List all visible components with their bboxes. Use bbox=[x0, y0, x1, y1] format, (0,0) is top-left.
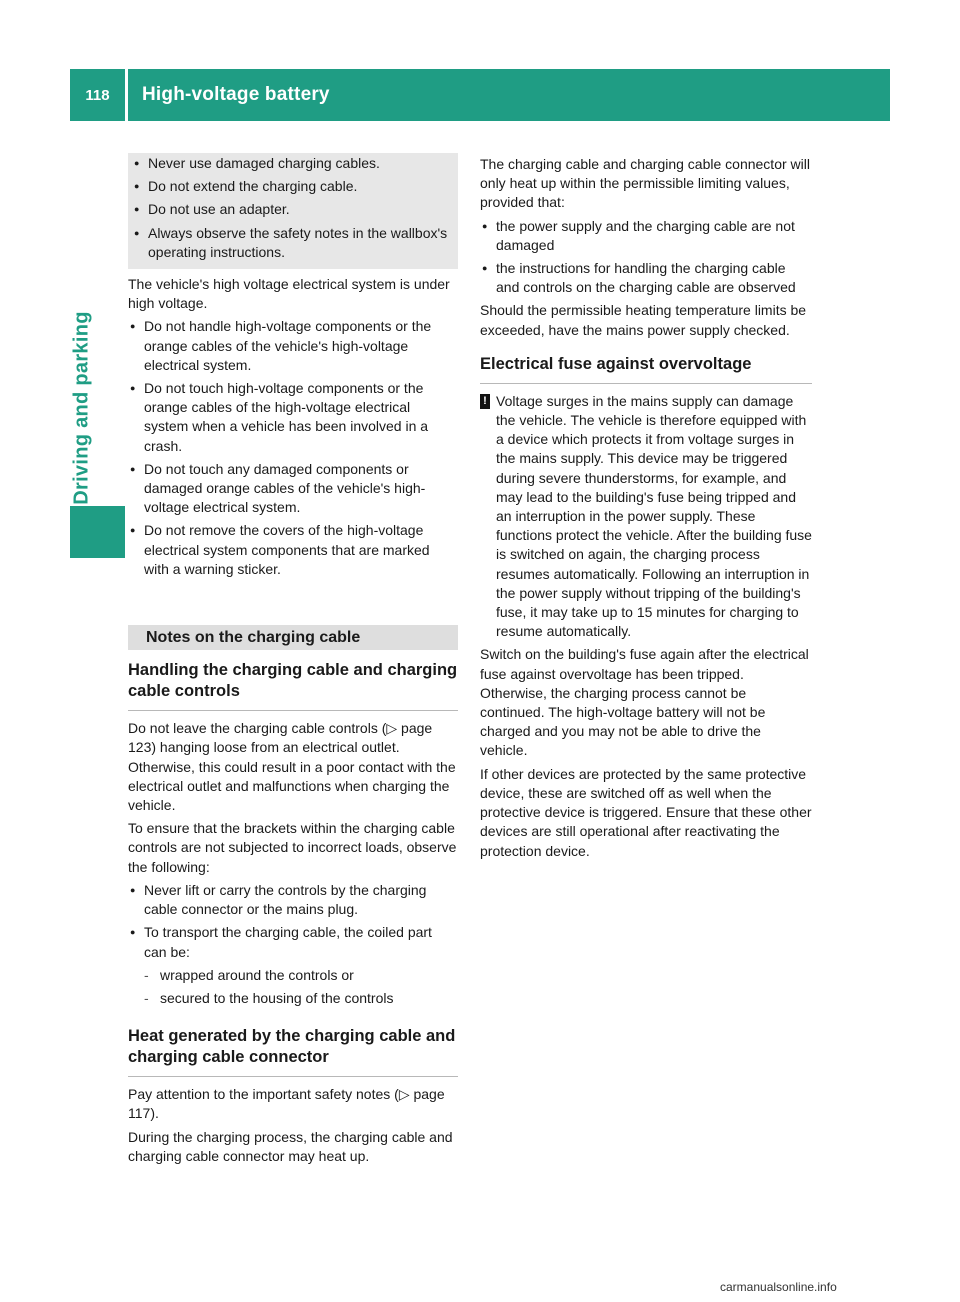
list-item: ● Do not use an adapter. bbox=[132, 200, 450, 219]
paragraph: Should the permissible heating temperature limits be exceeded, have the mains power supply checked. bbox=[480, 302, 807, 338]
page-title: High-voltage battery bbox=[128, 69, 890, 121]
side-tab-block bbox=[70, 506, 125, 558]
list-item: ● Never lift or carry the controls by the charging cable connector or the mains plug. bbox=[128, 881, 458, 919]
paragraph: If other devices are protected by the same protective device, these are switched off as well when the protective device is triggered. Ensure that these other devices are still operational after reactivating the protection device. bbox=[480, 765, 812, 859]
paragraph: The vehicle's high voltage electrical system is under high voltage. bbox=[128, 276, 450, 312]
list-item: ● the instructions for handling the charging cable and controls on the charging cable are observed bbox=[480, 259, 812, 297]
list-item: ● Never use damaged charging cables. bbox=[132, 154, 450, 173]
paragraph: The charging cable and charging cable connector will only heat up within the permissible limiting values, provided that: bbox=[480, 156, 810, 211]
section-heading: Electrical fuse against overvoltage bbox=[480, 354, 812, 384]
warning-icon: ! bbox=[480, 394, 490, 409]
sub-list-item: - secured to the housing of the controls bbox=[128, 989, 458, 1008]
left-column bbox=[128, 155, 458, 1170]
list-item: ● the power supply and the charging cable are not damaged bbox=[480, 217, 812, 255]
list-item: ● Do not touch high-voltage components or the orange cables of the high-voltage electrical system when a vehicle has been involved in a crash. bbox=[128, 379, 458, 456]
warning-text: Voltage surges in the mains supply can damage the vehicle. The vehicle is therefore equipped with a device which protects it from voltage surges in the mains supply. This device may be triggered during severe thunderstorms, for example, and may lead to the building's fuse being tripped and an interruption in the power supply. These functions protect the vehicle. After the building fuse is switched on again, the charging process resumes automatically. Following an interruption in the power supply without tripping of the building's fuse, it may take up to 15 minutes for charging to resume automatically. bbox=[496, 392, 812, 640]
list-item: ● Always observe the safety notes in the wallbox's operating instructions. bbox=[132, 224, 450, 262]
list-item: ● Do not extend the charging cable. bbox=[132, 177, 450, 196]
page-number: 118 bbox=[70, 69, 125, 121]
paragraph: During the charging process, the charging cable and charging cable connector may heat up. bbox=[128, 1128, 453, 1164]
right-column bbox=[480, 155, 812, 865]
list-item: ● Do not handle high-voltage components or the orange cables of the vehicle's high-voltage electrical system. bbox=[128, 317, 458, 375]
watermark-text: carmanualsonline.info bbox=[720, 1280, 837, 1294]
list-item: ● Do not touch any damaged components or damaged orange cables of the vehicle's high-voltage electrical system. bbox=[128, 460, 458, 518]
paragraph: Switch on the building's fuse again after the electrical fuse against overvoltage has been tripped. Otherwise, the charging process cannot be continued. The high-voltage battery will not be charged and you may not be able to drive the vehicle. bbox=[480, 646, 809, 759]
list-item: ● To transport the charging cable, the coiled part can be: bbox=[128, 923, 458, 961]
warning-note bbox=[480, 392, 812, 642]
paragraph: Pay attention to the important safety notes (▷ page 117). bbox=[128, 1086, 445, 1122]
section-heading: Handling the charging cable and charging cable controls bbox=[128, 660, 458, 711]
section-heading: Heat generated by the charging cable and charging cable connector bbox=[128, 1026, 458, 1077]
sub-list-item: - wrapped around the controls or bbox=[128, 966, 458, 985]
side-tab-label: Driving and parking bbox=[70, 311, 93, 505]
paragraph: Do not leave the charging cable controls (▷ page 123) hanging loose from an electrical outlet. Otherwise, this could result in a poor contact with the electrical outlet and malfunctions when charging the vehicle. bbox=[128, 720, 456, 814]
paragraph: To ensure that the brackets within the charging cable controls are not subjected to incorrect loads, observe the following: bbox=[128, 820, 457, 875]
notes-section-bar: Notes on the charging cable bbox=[128, 625, 458, 650]
warning-box bbox=[128, 153, 458, 269]
list-item: ● Do not remove the covers of the high-voltage electrical system components that are marked with a warning sticker. bbox=[128, 521, 458, 579]
